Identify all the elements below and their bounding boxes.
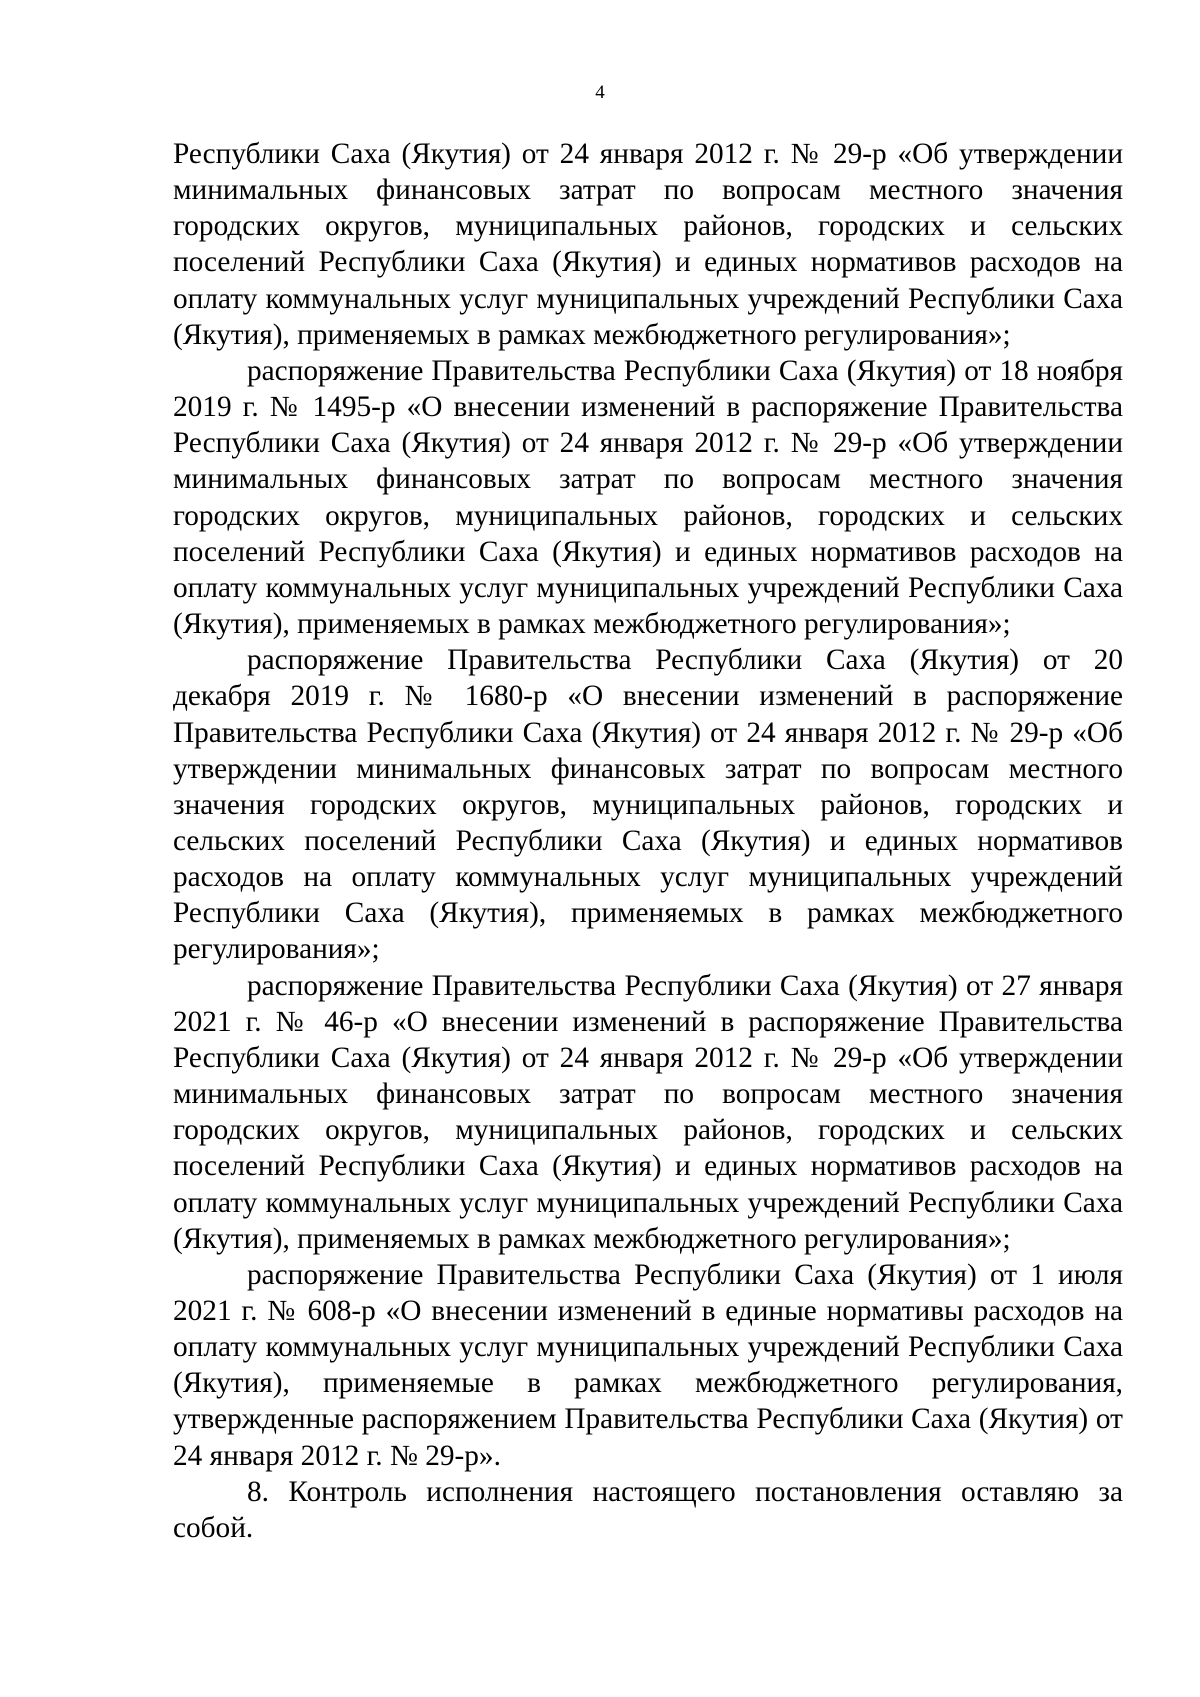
page-number: 4 bbox=[595, 82, 605, 103]
paragraph-item-8: 8. Контроль исполнения настоящего постановления оставляю за собой. bbox=[173, 1475, 1123, 1544]
paragraph-continuation: Республики Саха (Якутия) от 24 января 2012 г. № 29-р «Об утверждении минимальных финансовых затрат по вопросам местного значения городских округов, муниципальных районов, городских и сельских поселений Республики Саха (Якутия) и единых нормативов расходов на оплату коммунальных услуг муниципальных учреждений Республики Саха (Якутия), применяемых в рамках межбюджетного регулирования»; bbox=[173, 138, 1123, 351]
document-body bbox=[173, 136, 1123, 1546]
paragraph-order-1495-r: распоряжение Правительства Республики Саха (Якутия) от 18 ноября 2019 г. № 1495-р «О внесении изменений в распоряжение Правительства Республики Саха (Якутия) от 24 января 2012 г. № 29-р «Об утверждении минимальных финансовых затрат по вопросам местного значения городских округов, муниципальных районов, городских и сельских поселений Республики Саха (Якутия) и единых нормативов расходов на оплату коммунальных услуг муниципальных учреждений Республики Саха (Якутия), применяемых в рамках межбюджетного регулирования»; bbox=[173, 354, 1123, 641]
paragraph-order-1680-r: распоряжение Правительства Республики Саха (Якутия) от 20 декабря 2019 г. № 1680-р «О внесении изменений в распоряжение Правительства Республики Саха (Якутия) от 24 января 2012 г. № 29-р «Об утверждении минимальных финансовых затрат по вопросам местного значения городских округов, муниципальных районов, городских и сельских поселений Республики Саха (Якутия) и единых нормативов расходов на оплату коммунальных услуг муниципальных учреждений Республики Саха (Якутия), применяемых в рамках межбюджетного регулирования»; bbox=[173, 644, 1123, 966]
paragraph-order-46-r: распоряжение Правительства Республики Саха (Якутия) от 27 января 2021 г. № 46-р «О внесении изменений в распоряжение Правительства Республики Саха (Якутия) от 24 января 2012 г. № 29-р «Об утверждении минимальных финансовых затрат по вопросам местного значения городских округов, муниципальных районов, городских и сельских поселений Республики Саха (Якутия) и единых нормативов расходов на оплату коммунальных услуг муниципальных учреждений Республики Саха (Якутия), применяемых в рамках межбюджетного регулирования»; bbox=[173, 969, 1123, 1255]
paragraph-order-608-r: распоряжение Правительства Республики Саха (Якутия) от 1 июля 2021 г. № 608-р «О внесении изменений в единые нормативы расходов на оплату коммунальных услуг муниципальных учреждений Республики Саха (Якутия), применяемые в рамках межбюджетного регулирования, утвержденные распоряжением Правительства Республики Саха (Якутия) от 24 января 2012 г. № 29-р». bbox=[173, 1258, 1123, 1472]
